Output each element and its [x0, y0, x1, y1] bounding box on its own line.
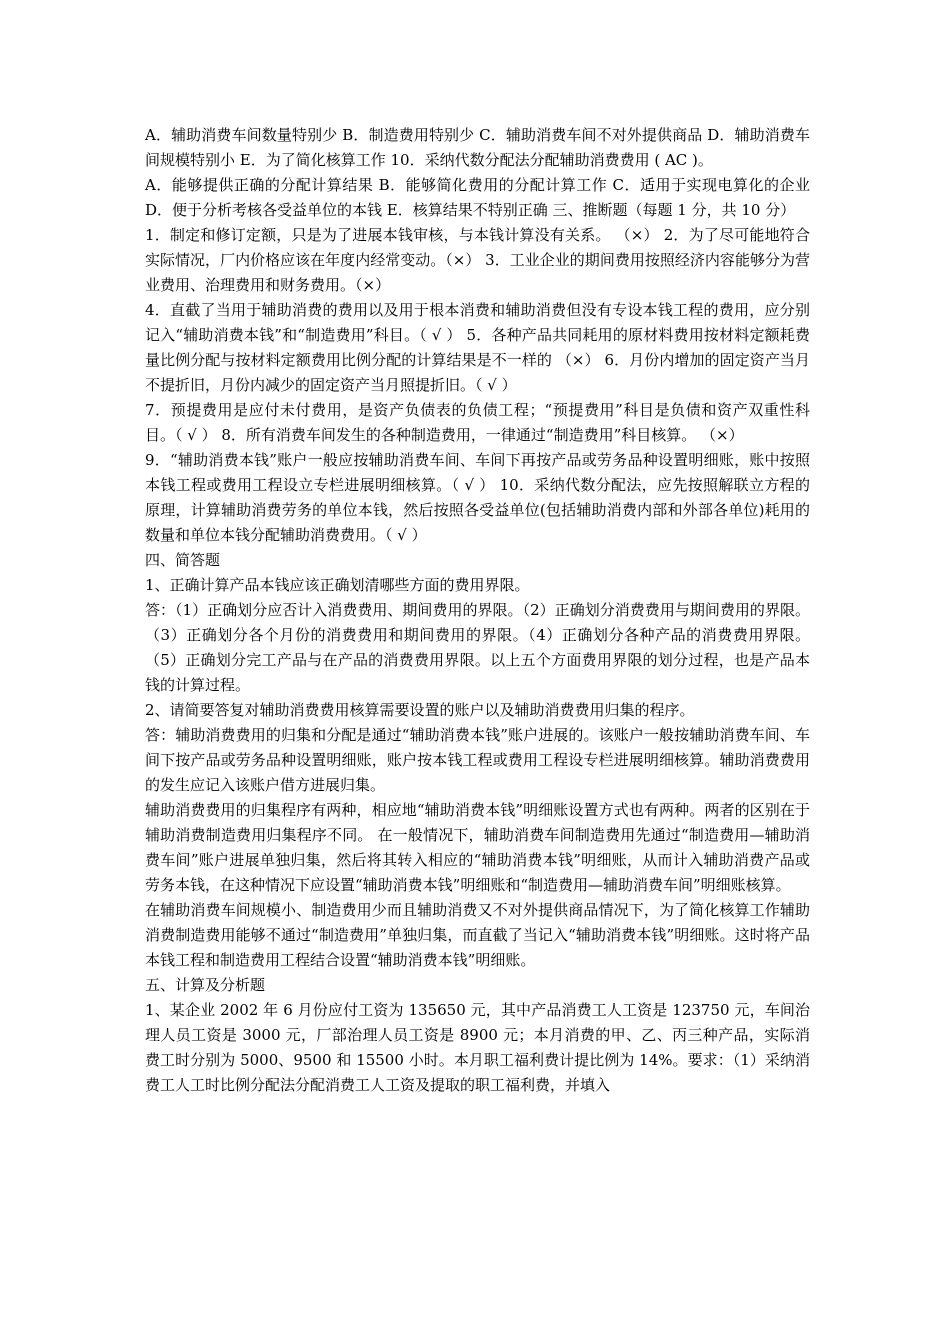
paragraph: 9．“辅助消费本钱”账户一般应按辅助消费车间、车间下再按产品或劳务品种设置明细账，账中按照本钱工程或费用工程设立专栏进展明细核算。（ √ ） 10．采纳代数分配法，应先按照解联立方程的原理，计算辅助消费劳务的单位本钱，然后按照各受益单位(包括辅助消费内部和外部各单位)耗用的数量和单位本钱分配辅助消费费用。（ √ ）	[145, 451, 810, 544]
paragraph: A．辅助消费车间数量特别少 B．制造费用特别少 C．辅助消费车间不对外提供商品 D．辅助消费车间规模特别小 E．为了简化核算工作 10．采纳代数分配法分配辅助消费费用 ( AC )。	[145, 126, 810, 169]
answer: 在辅助消费车间规模小、制造费用少而且辅助消费又不对外提供商品情况下，为了简化核算工作辅助消费制造费用能够不通过“制造费用”单独归集，而直截了当记入“辅助消费本钱”明细账。这时将产品本钱工程和制造费用工程结合设置“辅助消费本钱”明细账。	[145, 901, 810, 969]
paragraph: 1．制定和修订定额，只是为了进展本钱审核，与本钱计算没有关系。 （×） 2．为了尽可能地符合实际情况，厂内价格应该在年度内经常变动。（×） 3．工业企业的期间费用按照经济内容能够分为营业费用、治理费用和财务费用。（×）	[145, 226, 810, 294]
document-body	[145, 123, 810, 1098]
question: 2、请简要答复对辅助消费费用核算需要设置的账户以及辅助消费费用归集的程序。	[145, 701, 695, 719]
paragraph: A．能够提供正确的分配计算结果 B．能够简化费用的分配计算工作 C．适用于实现电算化的企业 D．便于分析考核各受益单位的本钱 E．核算结果不特别正确 三、推断题（每题 1 分，共 10 分）	[145, 176, 810, 219]
answer: 答：辅助消费费用的归集和分配是通过“辅助消费本钱”账户进展的。该账户一般按辅助消费车间、车间下按产品或劳务品种设置明细账，账户按本钱工程或费用工程设专栏进展明细核算。辅助消费费用的发生应记入该账户借方进展归集。	[145, 726, 810, 794]
section-heading: 四、简答题	[145, 551, 221, 569]
answer: 辅助消费费用的归集程序有两种，相应地“辅助消费本钱”明细账设置方式也有两种。两者的区别在于辅助消费制造费用归集程序不同。 在一般情况下，辅助消费车间制造费用先通过“制造费用—辅助消费车间”账户进展单独归集，然后将其转入相应的“辅助消费本钱”明细账，从而计入辅助消费产品或劳务本钱，在这种情况下应设置“辅助消费本钱”明细账和“制造费用—辅助消费车间”明细账核算。	[145, 801, 810, 894]
answer: 答：（1）正确划分应否计入消费费用、期间费用的界限。（2）正确划分消费费用与期间费用的界限。（3）正确划分各个月份的消费费用和期间费用的界限。（4）正确划分各种产品的消费费用界限。（5）正确划分完工产品与在产品的消费费用界限。以上五个方面费用界限的划分过程，也是产品本钱的计算过程。	[145, 601, 810, 694]
question: 1、正确计算产品本钱应该正确划清哪些方面的费用界限。	[145, 576, 530, 594]
paragraph: 7．预提费用是应付未付费用，是资产负债表的负债工程；“预提费用”科目是负债和资产双重性科目。（ √ ） 8．所有消费车间发生的各种制造费用，一律通过“制造费用”科目核算。 （×）	[145, 401, 810, 444]
question: 1、某企业 2002 年 6 月份应付工资为 135650 元，其中产品消费工人工资是 123750 元，车间治理人员工资是 3000 元，厂部治理人员工资是 8900 元；本月消费的甲、乙、丙三种产品，实际消费工时分别为 5000、9500 和 15500 小时。本月职工福利费计提比例为 14%。要求：（1）采纳消费工人工时比例分配法分配消费工人工资及提取的职工福利费，并填入	[145, 1001, 810, 1094]
paragraph: 4．直截了当用于辅助消费的费用以及用于根本消费和辅助消费但没有专设本钱工程的费用，应分别记入“辅助消费本钱”和“制造费用”科目。（ √ ） 5．各种产品共同耗用的原材料费用按材料定额耗费量比例分配与按材料定额费用比例分配的计算结果是不一样的 （×） 6．月份内增加的固定资产当月不提折旧，月份内减少的固定资产当月照提折旧。（ √ ）	[145, 301, 810, 394]
section-heading: 五、计算及分析题	[145, 976, 266, 994]
